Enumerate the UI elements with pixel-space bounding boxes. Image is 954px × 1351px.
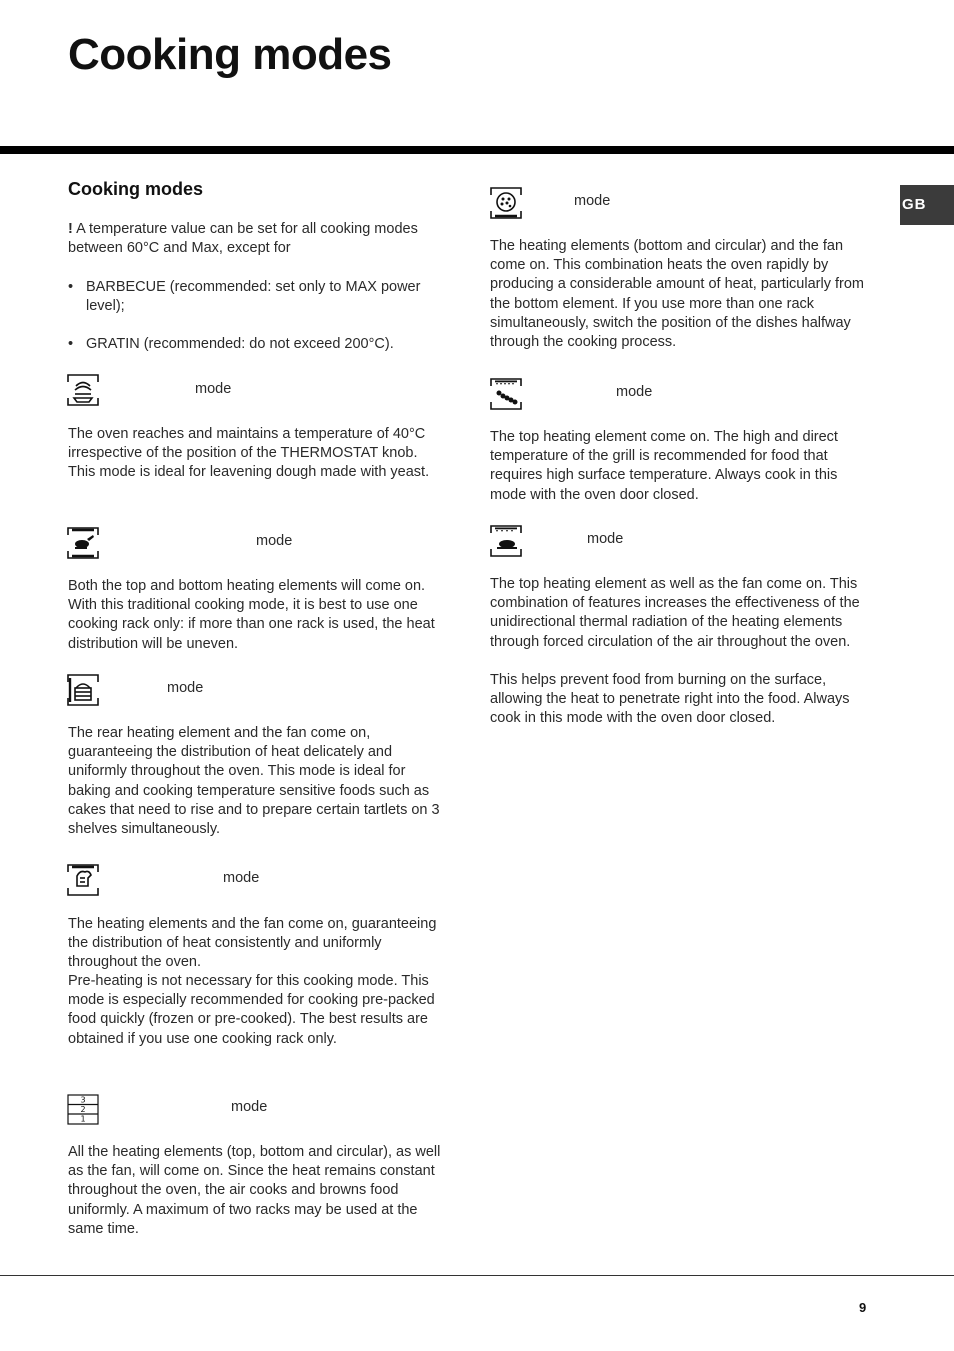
mode-description: The top heating element come on. The high and direct temperature of the grill is recommended for food that requires high surface temperature. Always cook in this mode with the oven door closed. — [490, 429, 838, 503]
mode-label: mode — [195, 381, 232, 397]
rack-digit: 2 — [80, 1105, 86, 1114]
barbecue-icon — [490, 378, 522, 410]
note-text: A temperature value can be set for all cooking modes between 60°C and Max, except for — [68, 221, 418, 257]
mode-description: Both the top and bottom heating elements will come on. With this traditional cooking mode, it is best to use one cooking rack only: if more than one rack is used, the heat distribution will be uneven. — [68, 578, 435, 652]
mode-label: mode — [223, 870, 260, 886]
rack-digit: 1 — [80, 1114, 86, 1124]
language-tab: GB — [900, 185, 954, 225]
mode-label: mode — [256, 533, 293, 549]
mode-description: The heating elements and the fan come on, guaranteeing the distribution of heat consistently and uniformly throughout the oven. — [68, 916, 437, 971]
bullet-item-barbecue — [68, 278, 440, 316]
page-title: Cooking modes — [68, 30, 392, 79]
section-heading: Cooking modes — [68, 179, 204, 199]
bullet-text: BARBECUE (recommended: set only to MAX power level); — [86, 279, 421, 315]
mode-description: The rear heating element and the fan come on, guaranteeing the distribution of heat delicately and uniformly throughout the oven. This mode is ideal for baking and cooking temperature sensitive foods such as cakes that need to rise and to prepare certain tartlets on 3 shelves simultaneously. — [68, 725, 440, 838]
bullet-dot: • — [68, 279, 74, 295]
mode-label: mode — [167, 680, 204, 696]
traditional-oven-icon — [67, 527, 99, 559]
page-number: 9 — [859, 1300, 867, 1315]
mode-description: The heating elements (bottom and circular) and the fan come on. This combination heats the oven rapidly by producing a considerable amount of heat, particularly from the bottom element. If you use more than one rack simultaneously, switch the position of the dishes halfway through the cooking process. — [490, 238, 864, 351]
multi-cooking-icon — [67, 1094, 99, 1126]
baking-icon — [67, 674, 99, 706]
bullet-text: GRATIN (recommended: do not exceed 200°C). — [86, 336, 394, 352]
bullet-item-gratin — [68, 335, 440, 354]
mode-label: mode — [574, 193, 611, 209]
mode-label: mode — [616, 384, 653, 400]
fast-cooking-icon — [67, 864, 99, 896]
mode-label: mode — [587, 531, 624, 547]
mode-description: This helps prevent food from burning on the surface, allowing the heat to penetrate right into the food. Always cook in this mode with the oven door closed. — [490, 672, 850, 727]
mode-description: The oven reaches and maintains a temperature of 40°C irrespective of the position of the THERMOSTAT knob. This mode is ideal for leavening dough made with yeast. — [68, 426, 430, 481]
note-exclamation: ! — [68, 221, 73, 237]
gratin-icon — [490, 525, 522, 557]
bullet-dot: • — [68, 336, 74, 352]
mode-description: Pre-heating is not necessary for this cooking mode. This mode is especially recommended for cooking pre-packed food quickly (frozen or pre-cooked). The best results are obtained if you use one cooking rack only. — [68, 973, 435, 1047]
header-rule — [0, 146, 954, 154]
leavening-icon — [67, 374, 99, 406]
pizza-icon — [490, 187, 522, 219]
mode-description: The top heating element as well as the fan come on. This combination of features increases the effectiveness of the unidirectional thermal radiation of the heating elements through forced circulation of the air throughout the oven. — [490, 576, 860, 650]
rack-digit: 3 — [80, 1095, 86, 1105]
footer-rule — [0, 1275, 954, 1276]
intro-note — [68, 220, 446, 258]
mode-label: mode — [231, 1099, 268, 1115]
mode-description: All the heating elements (top, bottom and circular), as well as the fan, will come on. Since the heat remains constant throughout the oven, the air cooks and browns food uniformly. A maximum of two racks may be used at the same time. — [68, 1144, 441, 1237]
